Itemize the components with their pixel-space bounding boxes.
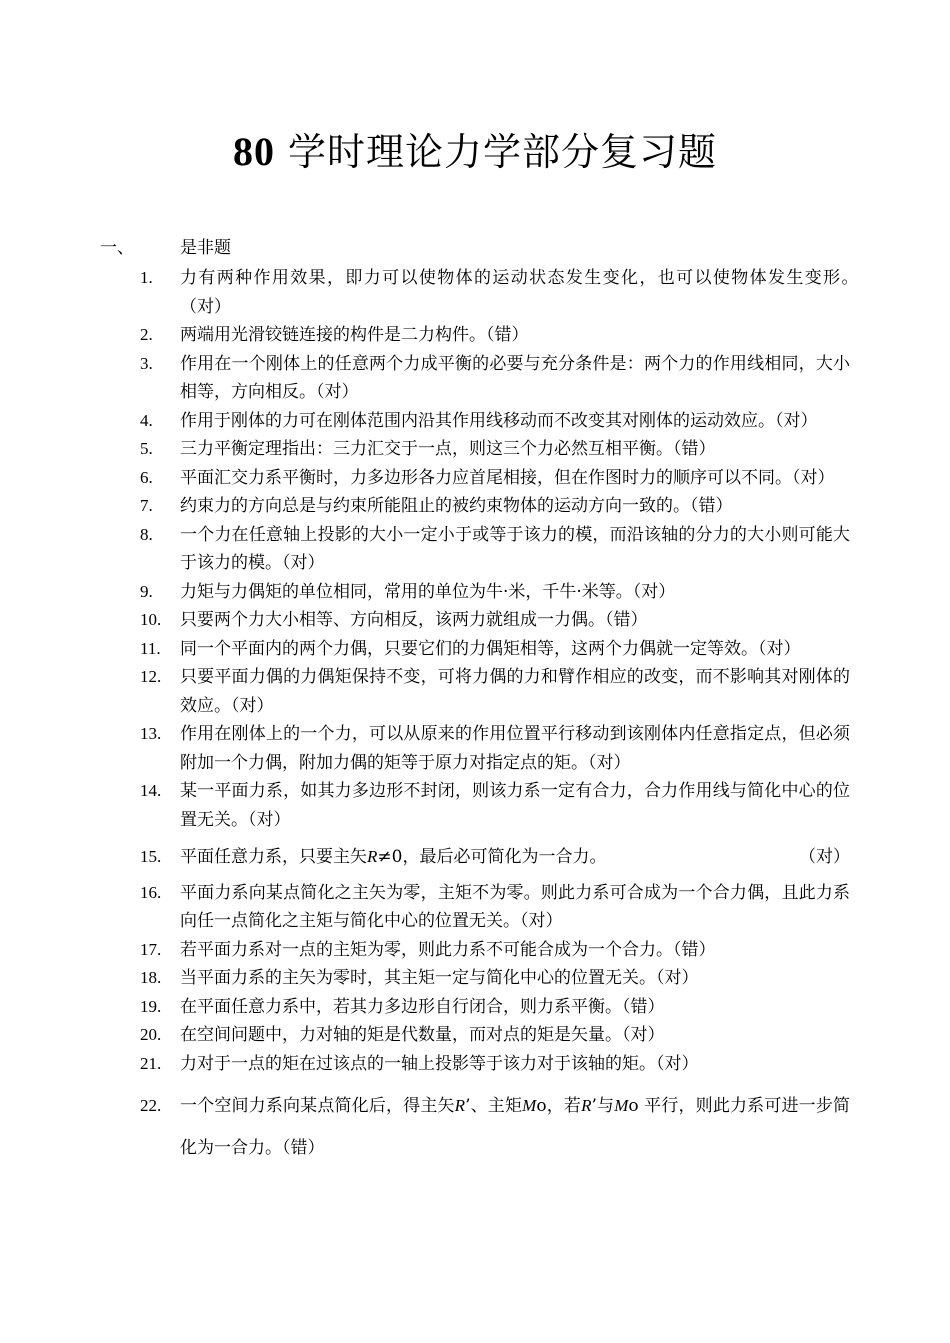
list-item — [140, 435, 850, 464]
item-text-part: 一个空间力系向某点简化后，得主矢 — [180, 1096, 455, 1116]
item-text: 力矩与力偶矩的单位相同，常用的单位为牛·米，千牛·米等。（对） — [180, 581, 676, 602]
item-text: 力有两种作用效果，即力可以使物体的运动状态发生变化，也可以使物体发生变形。 （对） — [180, 268, 873, 317]
item-text-part: o，若 — [536, 1096, 582, 1116]
item-number: 12. — [140, 667, 162, 686]
list-item — [140, 321, 850, 350]
list-item — [140, 720, 850, 777]
item-text: 若平面力系对一点的主矩为零，则此力系不可能合成为一个合力。（错） — [180, 939, 716, 960]
list-item — [140, 464, 850, 493]
math-variable: R — [367, 847, 378, 866]
item-number: 13. — [140, 724, 162, 743]
item-text-part: ’、主矩 — [465, 1096, 523, 1116]
answer-mark: （对） — [799, 847, 850, 867]
list-item — [140, 993, 850, 1022]
list-item — [140, 492, 850, 521]
math-variable: M — [614, 1096, 629, 1115]
item-number: 6. — [140, 467, 153, 487]
math-variable: R — [454, 1096, 466, 1115]
list-item — [140, 264, 873, 321]
item-text-part: ’与 — [591, 1096, 615, 1116]
math-variable: R — [581, 1096, 592, 1115]
item-number: 10. — [140, 610, 162, 629]
item-text: 一个力在任意轴上投影的大小一定小于或等于该力的模，而沿该轴的分力的大小则可能大于该力的模。（对） — [180, 524, 850, 573]
list-item — [140, 606, 850, 635]
item-number: 22. — [140, 1096, 162, 1115]
item-text-part: 平面任意力系，只要主矢 — [180, 847, 367, 867]
item-number: 18. — [140, 968, 162, 987]
item-text: 三力平衡定理指出：三力汇交于一点，则这三个力必然互相平衡。（错） — [180, 439, 716, 459]
title-number: 80 — [232, 129, 275, 174]
item-number: 2. — [140, 325, 153, 344]
item-text — [180, 1085, 850, 1169]
list-item — [140, 578, 850, 607]
item-number: 20. — [140, 1025, 162, 1044]
item-text — [180, 843, 850, 872]
item-text: 作用于刚体的力可在刚体范围内沿其作用线移动而不改变其对刚体的运动效应。（对） — [180, 410, 818, 431]
item-number: 21. — [140, 1053, 162, 1073]
item-text: 平面力系向某点简化之主矢为零，主矩不为零。则此力系可合成为一个合力偶，且此力系向任一点简化之主矩与简化中心的位置无关。（对） — [180, 882, 850, 931]
list-item — [140, 843, 850, 872]
list-item — [140, 879, 850, 936]
section-heading — [100, 236, 231, 260]
item-number: 4. — [140, 410, 153, 430]
section-number: 一、 — [100, 238, 134, 258]
list-item — [140, 1021, 850, 1050]
item-text: 作用在一个刚体上的任意两个力成平衡的必要与充分条件是：两个力的作用线相同，大小相等，方向相反。（对） — [180, 353, 850, 402]
item-text: 只要平面力偶的力偶矩保持不变，可将力偶的力和臂作相应的改变，而不影响其对刚体的效应。（对） — [180, 667, 850, 716]
item-number: 1. — [140, 268, 153, 287]
item-text-part: ≠0，最后必可简化为一合力。 — [377, 847, 607, 867]
item-text: 同一个平面内的两个力偶，只要它们的力偶矩相等，这两个力偶就一定等效。（对） — [180, 638, 801, 659]
item-number: 7. — [140, 496, 153, 515]
list-item — [140, 407, 850, 436]
math-variable: M — [522, 1096, 537, 1115]
item-number: 9. — [140, 581, 153, 601]
item-number: 3. — [140, 353, 153, 373]
list-item — [140, 663, 850, 720]
item-text: 某一平面力系，如其力多边形不封闭，则该力系一定有合力，合力作用线与简化中心的位置无关。（对） — [180, 781, 850, 830]
list-item — [140, 635, 850, 664]
item-text-part: o 平行，则此力系可进一步简化为一合力。（错） — [180, 1096, 851, 1158]
item-text: 在空间问题中，力对轴的矩是代数量，而对点的矩是矢量。（对） — [180, 1025, 665, 1045]
item-text: 在平面任意力系中，若其力多边形自行闭合，则力系平衡。（错） — [180, 996, 665, 1017]
item-text: 当平面力系的主矢为零时，其主矩一定与简化中心的位置无关。（对） — [180, 968, 699, 988]
item-number: 16. — [140, 882, 162, 902]
question-list — [140, 264, 873, 1169]
item-number: 8. — [140, 524, 153, 544]
item-text: 只要两个力大小相等、方向相反，该两力就组成一力偶。（错） — [180, 610, 648, 630]
list-item — [140, 350, 850, 407]
item-number: 15. — [140, 847, 162, 866]
list-item — [140, 964, 850, 993]
item-text: 作用在刚体上的一个力，可以从原来的作用位置平行移动到该刚体内任意指定点，但必须附加一个力偶，附加力偶的矩等于原力对指定点的矩。（对） — [180, 724, 850, 773]
page-title — [0, 128, 950, 176]
list-item — [140, 1050, 850, 1079]
item-number: 19. — [140, 996, 162, 1016]
item-text: 平面汇交力系平衡时，力多边形各力应首尾相接，但在作图时力的顺序可以不同。（对） — [180, 467, 835, 488]
list-item — [140, 521, 850, 578]
item-text: 力对于一点的矩在过该点的一轴上投影等于该力对于该轴的矩。（对） — [180, 1053, 699, 1074]
item-number: 5. — [140, 439, 153, 458]
list-item — [140, 777, 850, 834]
item-text: 约束力的方向总是与约束所能阻止的被约束物体的运动方向一致的。（错） — [180, 496, 733, 516]
section-label: 是非题 — [180, 238, 231, 258]
item-number: 17. — [140, 939, 162, 959]
list-item — [140, 1085, 850, 1169]
title-text: 学时理论力学部分复习题 — [274, 130, 718, 174]
item-text: 两端用光滑铰链连接的构件是二力构件。（错） — [180, 325, 529, 345]
list-item — [140, 936, 850, 965]
item-number: 11. — [140, 638, 161, 658]
item-number: 14. — [140, 781, 162, 800]
